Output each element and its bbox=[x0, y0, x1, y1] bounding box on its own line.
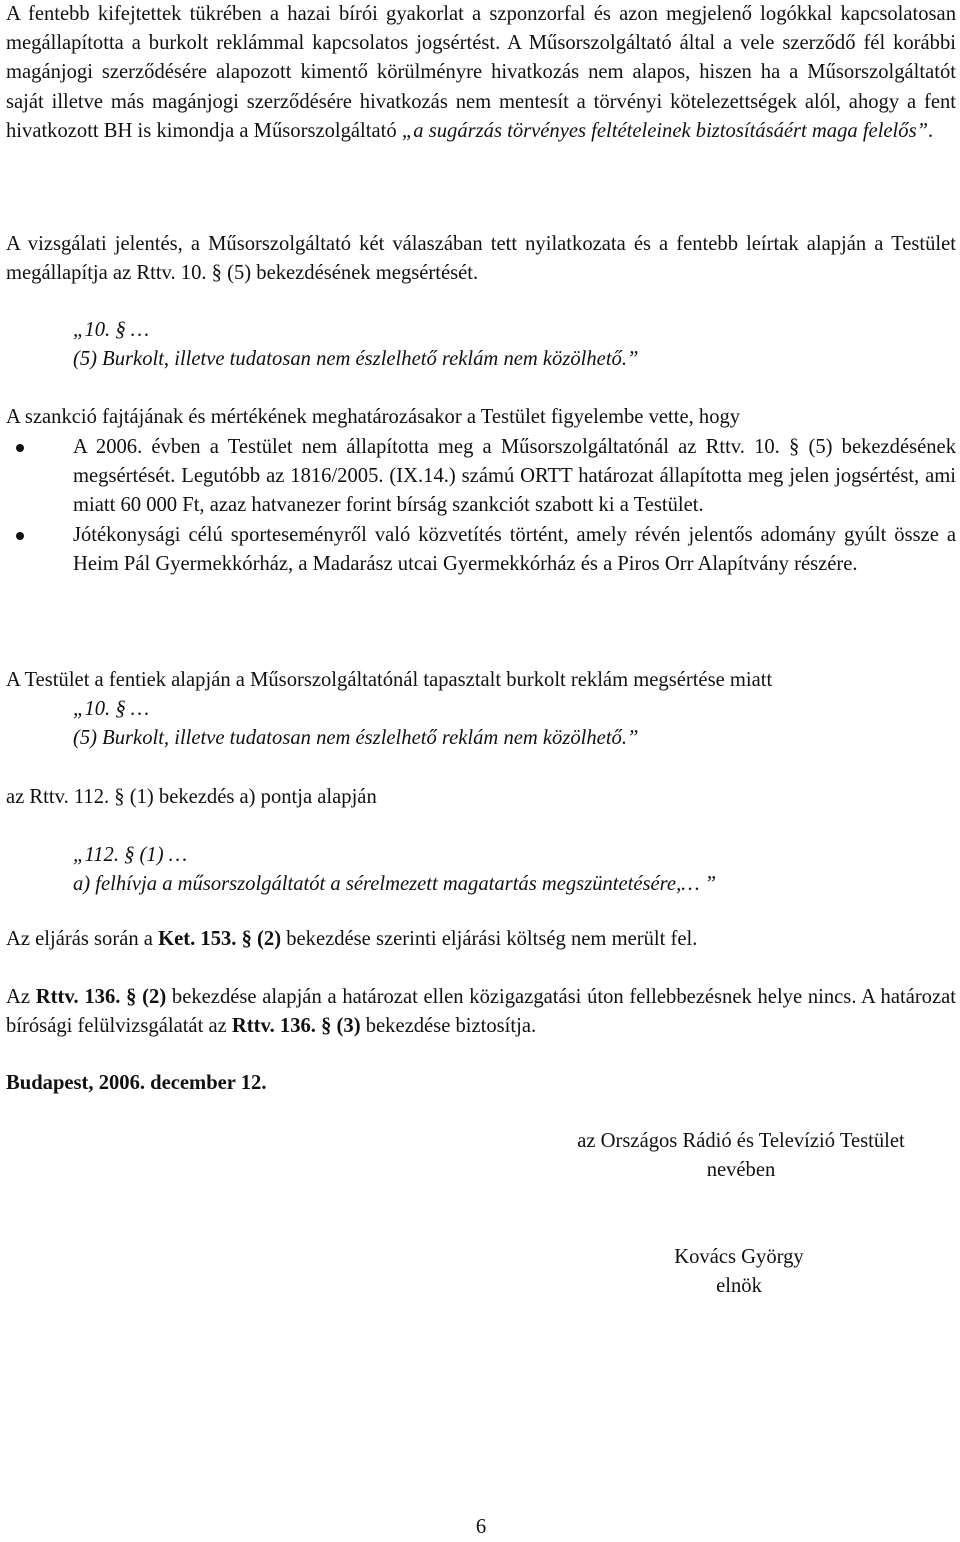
quoted-law-heading: „112. § (1) … bbox=[73, 844, 188, 866]
signature-organization bbox=[524, 1127, 958, 1185]
quoted-law-text: (5) Burkolt, illetve tudatosan nem észlelhető reklám nem közölhető.” bbox=[73, 348, 639, 371]
text-run: Az bbox=[6, 986, 36, 1008]
text-run: bekezdése alapján a határozat ellen közigazgatási úton fellebbezésnek helye nincs. A határozat bírósági felülvizsgálatát az bbox=[6, 986, 956, 1038]
bullet-list bbox=[6, 433, 956, 579]
quoted-law-heading: „10. § … bbox=[73, 319, 150, 341]
quoted-law-10-repeat bbox=[73, 695, 933, 753]
paragraph-szankcio-intro: A szankció fajtájának és mértékének meghatározásakor a Testület figyelembe vette, hogy bbox=[6, 406, 741, 428]
signatory-name: Kovács György bbox=[674, 1246, 804, 1268]
paragraph-end: . bbox=[928, 119, 934, 142]
quoted-law-text: a) felhívja a műsorszolgáltatót a sérelmezett magatartás megszüntetésére,… ” bbox=[73, 873, 717, 896]
bh-quote: „a sugárzás törvényes feltételeinek biztosításáért maga felelős” bbox=[401, 119, 929, 142]
list-item bbox=[6, 521, 956, 579]
bold-reference: Ket. 153. § (2) bbox=[158, 928, 282, 950]
signature-org-line: nevében bbox=[706, 1159, 776, 1182]
page-number: 6 bbox=[475, 1516, 487, 1538]
bold-reference: Rttv. 136. § (3) bbox=[231, 1015, 361, 1038]
signature-org-line: az Országos Rádió és Televízió Testület bbox=[577, 1130, 905, 1152]
paragraph-dontes: A Testület a fentiek alapján a Műsorszolgáltatónál tapasztalt burkolt reklám megsértése miatt bbox=[6, 669, 773, 691]
bullet-icon bbox=[16, 444, 24, 452]
list-item bbox=[6, 433, 956, 521]
signatory bbox=[606, 1243, 872, 1301]
bold-reference: Rttv. 136. § (2) bbox=[35, 986, 167, 1008]
paragraph-eljarasi-koltseg bbox=[6, 925, 956, 954]
quoted-law-10 bbox=[73, 316, 933, 374]
text-run: Az eljárás során a bbox=[6, 928, 159, 950]
bullet-icon bbox=[16, 532, 24, 540]
paragraph-burkolt-reklam-gyakorlat bbox=[6, 0, 956, 146]
paragraph-text: A fentebb kifejtettek tükrében a hazai bírói gyakorlat a szponzorfal és azon megjelenő logókkal kapcsolatosan megállapította a burkolt reklámmal kapcsolatos jogsértést. A Műsorszolgáltató által a vele szerződő fél korábbi magánjogi szerződésére alapozott kimentő körülményre hivatkozás nem alapos, hiszen ha a Műsorszolgáltatót saját illetve más magánjogi szerződésére hivatkozás nem mentesít a törvényi kötelezettségek alól, ahogy a fent hivatkozott BH is kimondja a Műsorszolgáltató bbox=[6, 3, 956, 142]
signatory-title: elnök bbox=[716, 1275, 762, 1298]
paragraph-jogorvoslat bbox=[6, 983, 956, 1041]
list-item-text: Jótékonysági célú sporteseményről való közvetítés történt, amely révén jelentős adomány gyúlt össze a Heim Pál Gyermekkórház, a Madarász utcai Gyermekkórház és a Piros Orr Alapítvány részére. bbox=[73, 523, 956, 575]
quoted-law-text: (5) Burkolt, illetve tudatosan nem észlelhető reklám nem közölhető.” bbox=[73, 727, 639, 750]
place-and-date: Budapest, 2006. december 12. bbox=[6, 1072, 267, 1094]
paragraph-jogalap: az Rttv. 112. § (1) bekezdés a) pontja alapján bbox=[6, 786, 377, 808]
quoted-law-heading: „10. § … bbox=[73, 698, 150, 720]
list-item-text: A 2006. évben a Testület nem állapította meg a Műsorszolgáltatónál az Rttv. 10. § (5) bekezdésének megsértését. Legutóbb az 1816/2005. (IX.14.) számú ORTT határozat állapította meg jelen jogsértést, ami miatt 60 000 Ft, azaz hatvanezer forint bírság szankciót szabott ki a Testület. bbox=[73, 436, 956, 517]
paragraph-megallapitas: A vizsgálati jelentés, a Műsorszolgáltató két válaszában tett nyilatkozata és a fentebb leírtak alapján a Testület megállapítja az Rttv. 10. § (5) bekezdésének megsértését. bbox=[6, 233, 956, 285]
text-run: bekezdése biztosítja. bbox=[360, 1015, 537, 1038]
text-run: bekezdése szerinti eljárási költség nem merült fel. bbox=[281, 928, 698, 950]
quoted-law-112 bbox=[73, 841, 933, 899]
